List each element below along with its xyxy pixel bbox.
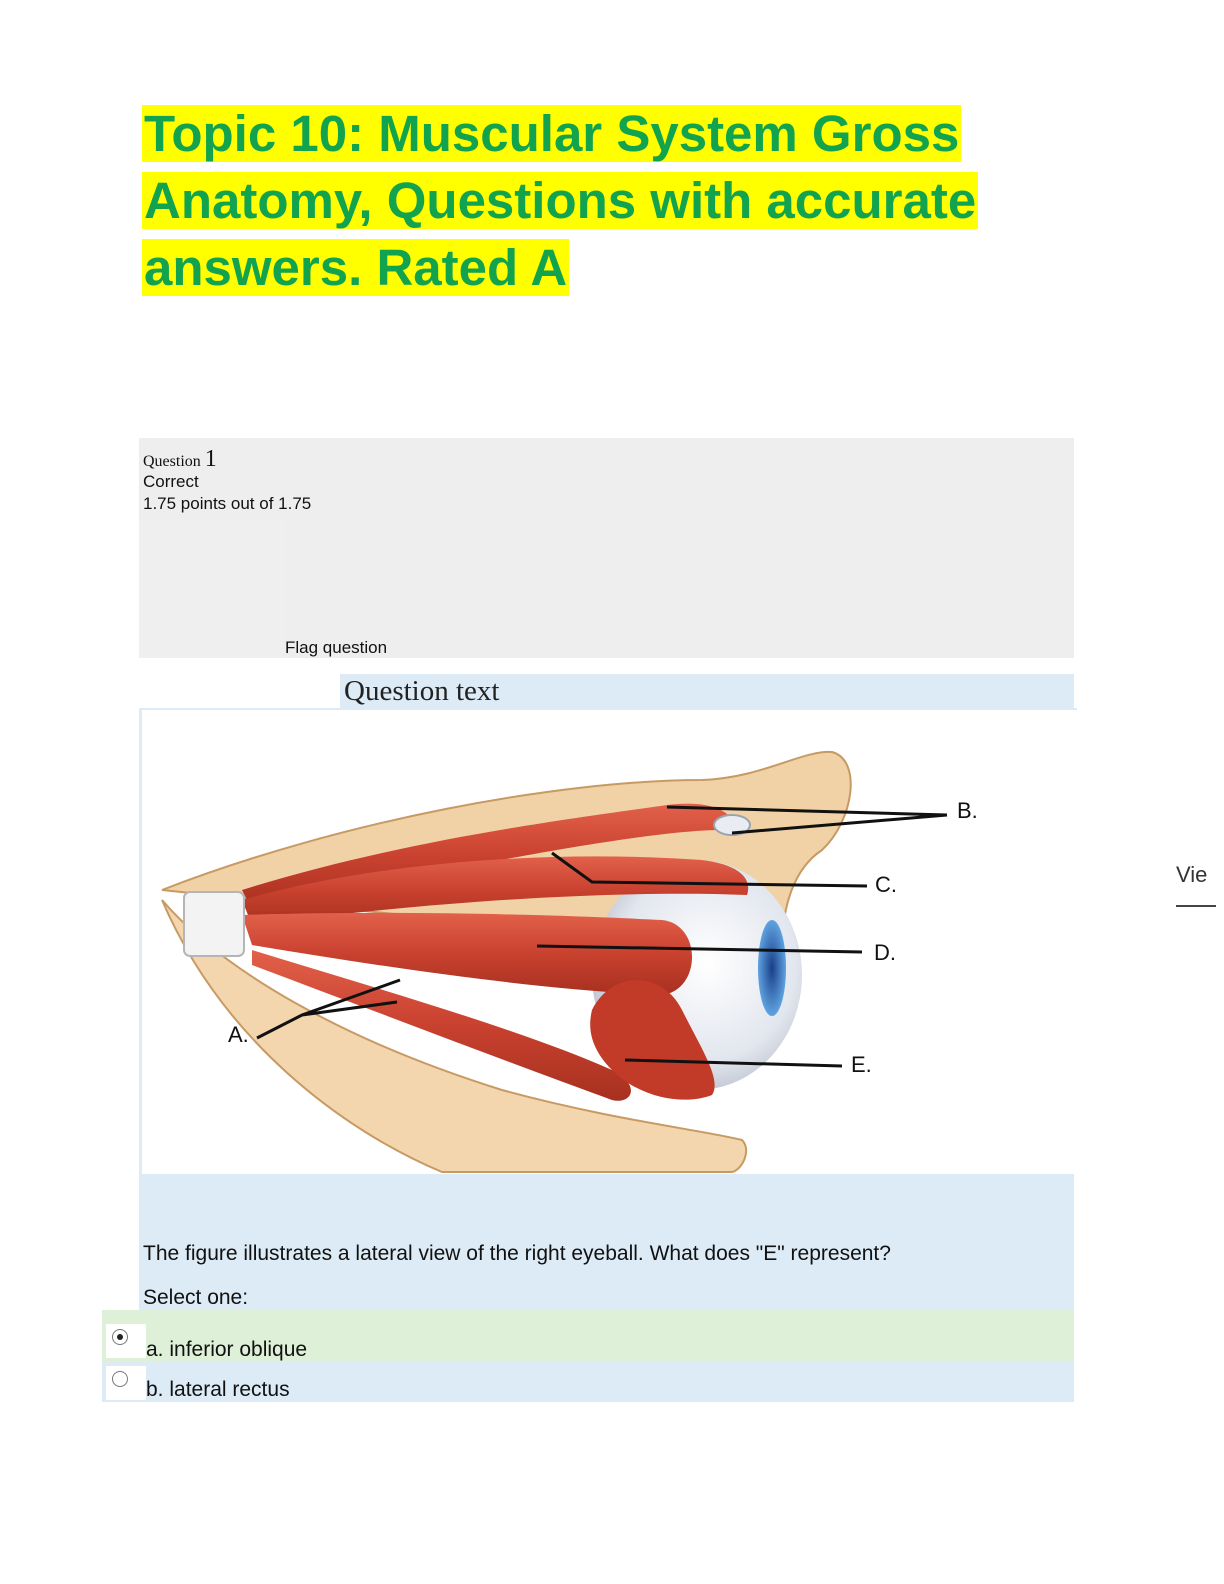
- figure-label-b: B.: [957, 798, 978, 823]
- figure-label-c: C.: [875, 872, 897, 897]
- select-one-label: Select one:: [143, 1286, 249, 1309]
- info-left-column: [139, 520, 285, 658]
- question-grade: 1.75 points out of 1.75: [143, 494, 312, 513]
- figure-label-a: A.: [228, 1022, 249, 1047]
- radio-container: [106, 1324, 146, 1358]
- iris: [758, 920, 786, 1016]
- radio-button-a[interactable]: [112, 1329, 128, 1345]
- figure-label-e: E.: [851, 1052, 872, 1077]
- answer-option-b[interactable]: [102, 1362, 1074, 1402]
- cutoff-side-underline: [1176, 905, 1216, 907]
- question-text-heading: Question text: [340, 674, 1074, 709]
- figure-label-d: D.: [874, 940, 896, 965]
- answer-option-label: b. lateral rectus: [146, 1378, 290, 1401]
- common-tendon-ring: [184, 892, 244, 956]
- question-info: [139, 438, 1074, 658]
- eye-muscle-illustration: [142, 710, 1074, 1174]
- question-state: Correct: [143, 472, 199, 491]
- question-body: [139, 1174, 1074, 1310]
- flag-question-link[interactable]: Flag question: [285, 638, 388, 657]
- cutoff-side-text: Vie: [1176, 862, 1208, 887]
- question-prompt: The figure illustrates a lateral view of the right eyeball. What does "E" represent?: [143, 1242, 891, 1265]
- document-title: Topic 10: Muscular System Gross Anatomy, Questions with accurate answers. Rated A: [144, 105, 977, 296]
- radio-container: [106, 1366, 146, 1400]
- answer-option-label: a. inferior oblique: [146, 1338, 308, 1361]
- question-number: Question 1: [143, 446, 217, 472]
- eye-muscle-figure: [139, 708, 1077, 1176]
- radio-button-b[interactable]: [112, 1371, 128, 1387]
- answer-option-a[interactable]: [102, 1310, 1074, 1362]
